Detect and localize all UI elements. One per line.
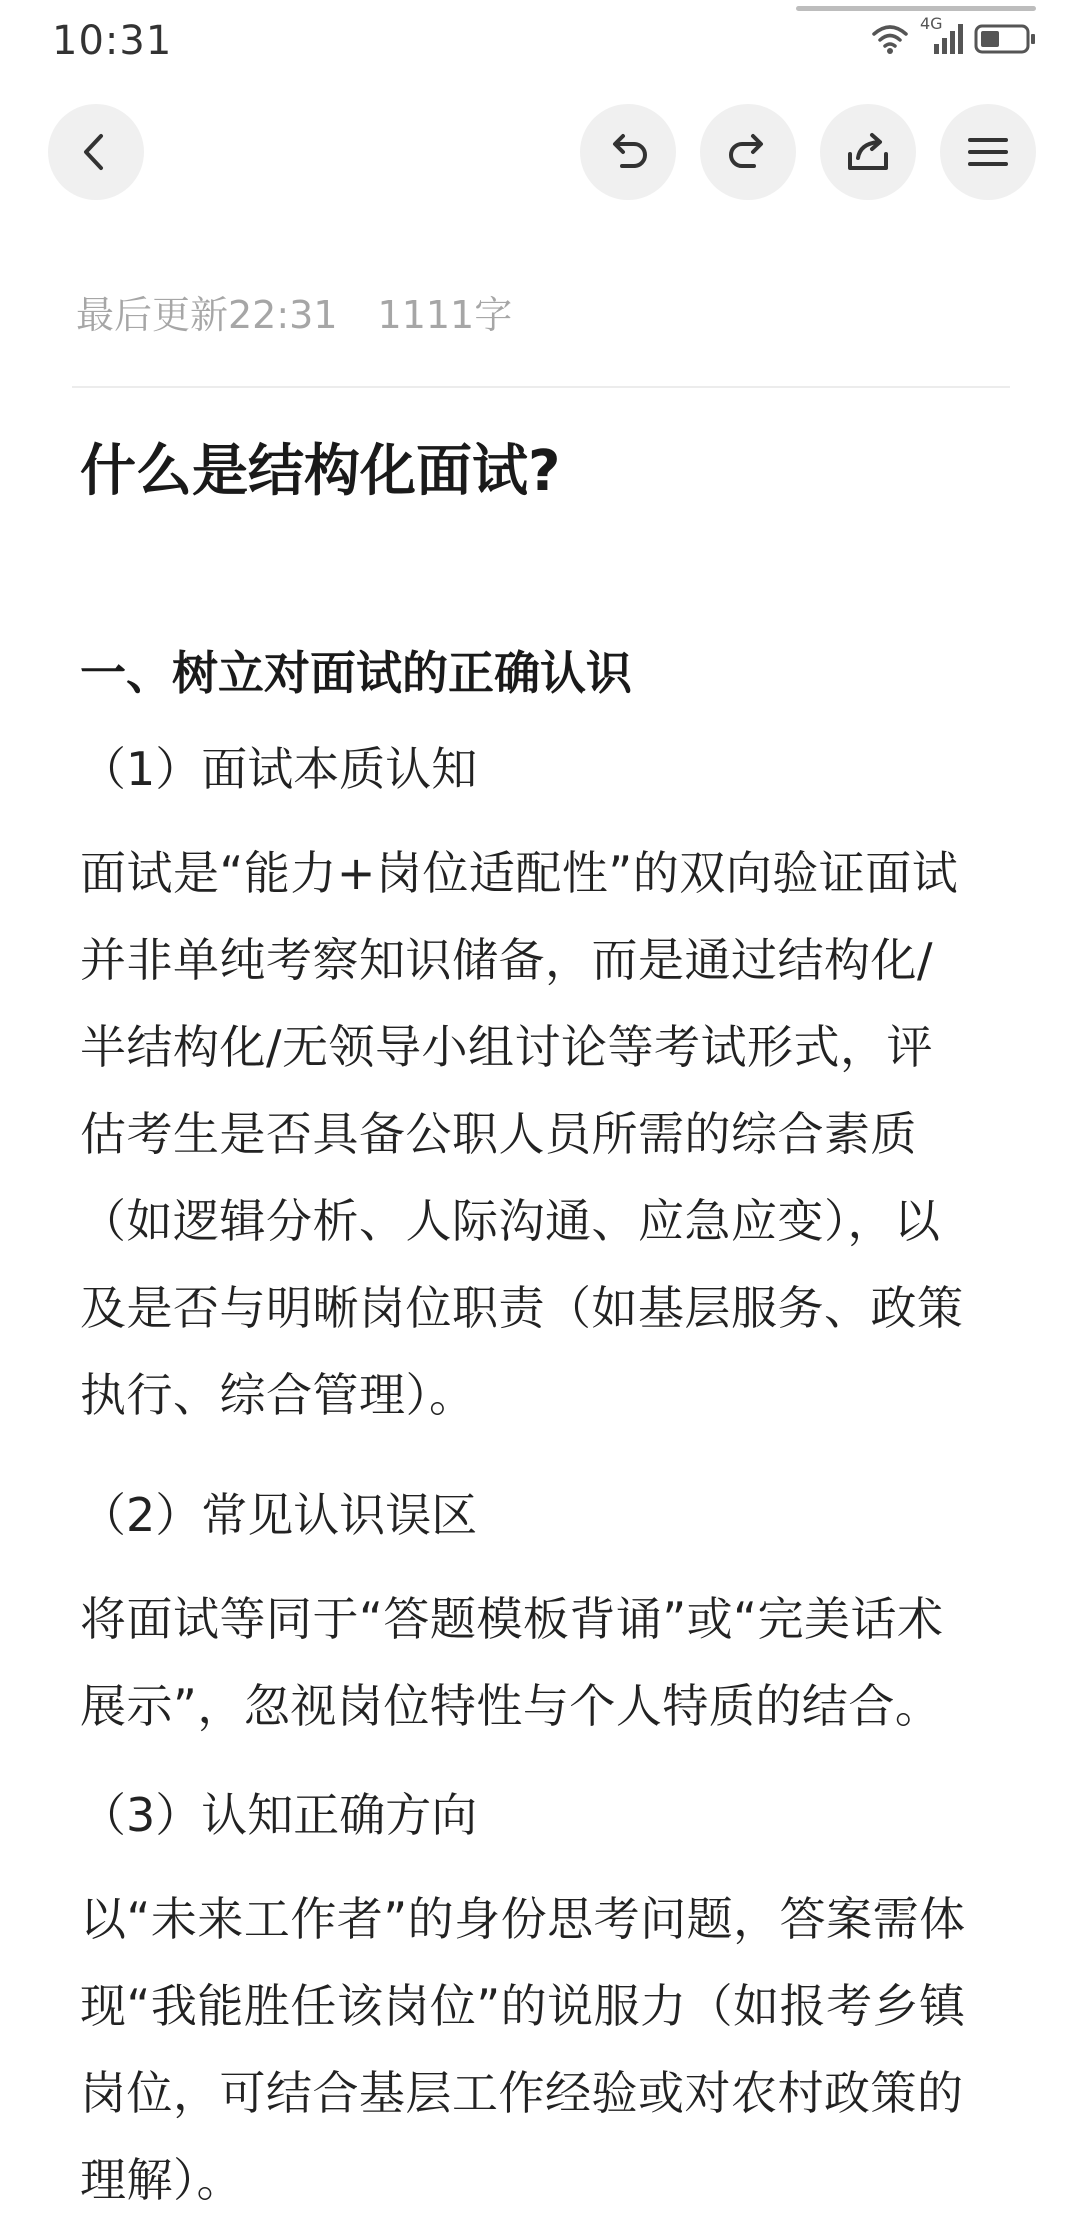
note-title[interactable]: 什么是结构化面试? xyxy=(80,439,561,504)
note-meta xyxy=(76,284,512,339)
back-icon xyxy=(74,130,118,174)
undo-button[interactable] xyxy=(580,104,676,200)
menu-icon xyxy=(962,126,1014,178)
paragraph-line: 理解）。 xyxy=(80,2153,243,2207)
network-type-label: 4G xyxy=(920,14,943,33)
paragraph-line: 执行、综合管理）。 xyxy=(80,1368,476,1422)
redo-icon xyxy=(722,126,774,178)
section-heading[interactable]: 一、树立对面试的正确认识 xyxy=(80,646,632,700)
paragraph-3[interactable] xyxy=(80,1876,1010,2224)
note-content[interactable] xyxy=(80,430,1010,2207)
status-time: 10:31 xyxy=(52,18,173,64)
status-bar xyxy=(0,0,1080,90)
sub-heading-1[interactable]: （1）面试本质认知 xyxy=(80,742,478,796)
toolbar xyxy=(0,104,1080,204)
status-indicator-bar xyxy=(796,6,1036,11)
paragraph-line: （如逻辑分析、人际沟通、应急应变），以 xyxy=(80,1194,941,1248)
paragraph-line: 半结构化/无领导小组讨论等考试形式，评 xyxy=(80,1020,933,1074)
meta-divider xyxy=(72,386,1010,388)
paragraph-line: 并非单纯考察知识储备，而是通过结构化/ xyxy=(80,933,933,987)
undo-icon xyxy=(602,126,654,178)
back-button[interactable] xyxy=(48,104,144,200)
share-icon xyxy=(842,126,894,178)
redo-button[interactable] xyxy=(700,104,796,200)
paragraph-line: 及是否与明晰岗位职责（如基层服务、政策 xyxy=(80,1281,964,1335)
paragraph-line: 展示”，忽视岗位特性与个人特质的结合。 xyxy=(80,1679,942,1733)
battery-icon xyxy=(974,23,1036,55)
paragraph-2[interactable] xyxy=(80,1576,1010,1750)
word-count-text: 1111字 xyxy=(377,293,513,337)
paragraph-line: 岗位，可结合基层工作经验或对农村政策的 xyxy=(80,2066,964,2120)
sub-heading-2[interactable]: （2）常见认识误区 xyxy=(80,1488,478,1542)
paragraph-1[interactable] xyxy=(80,830,1010,1439)
status-icons xyxy=(870,14,1036,56)
sub-heading-3[interactable]: （3）认知正确方向 xyxy=(80,1788,478,1842)
paragraph-line: 现“我能胜任该岗位”的说服力（如报考乡镇 xyxy=(80,1979,966,2033)
paragraph-line: 面试是“能力+岗位适配性”的双向验证面试 xyxy=(80,846,959,900)
menu-button[interactable] xyxy=(940,104,1036,200)
share-button[interactable] xyxy=(820,104,916,200)
paragraph-line: 估考生是否具备公职人员所需的综合素质 xyxy=(80,1107,917,1161)
wifi-icon xyxy=(870,22,910,56)
signal-icon xyxy=(920,14,964,56)
paragraph-line: 以“未来工作者”的身份思考问题，答案需体 xyxy=(80,1892,966,1946)
last-updated-text: 最后更新22:31 xyxy=(76,293,338,337)
paragraph-line: 将面试等同于“答题模板背诵”或“完美话术 xyxy=(80,1592,944,1646)
